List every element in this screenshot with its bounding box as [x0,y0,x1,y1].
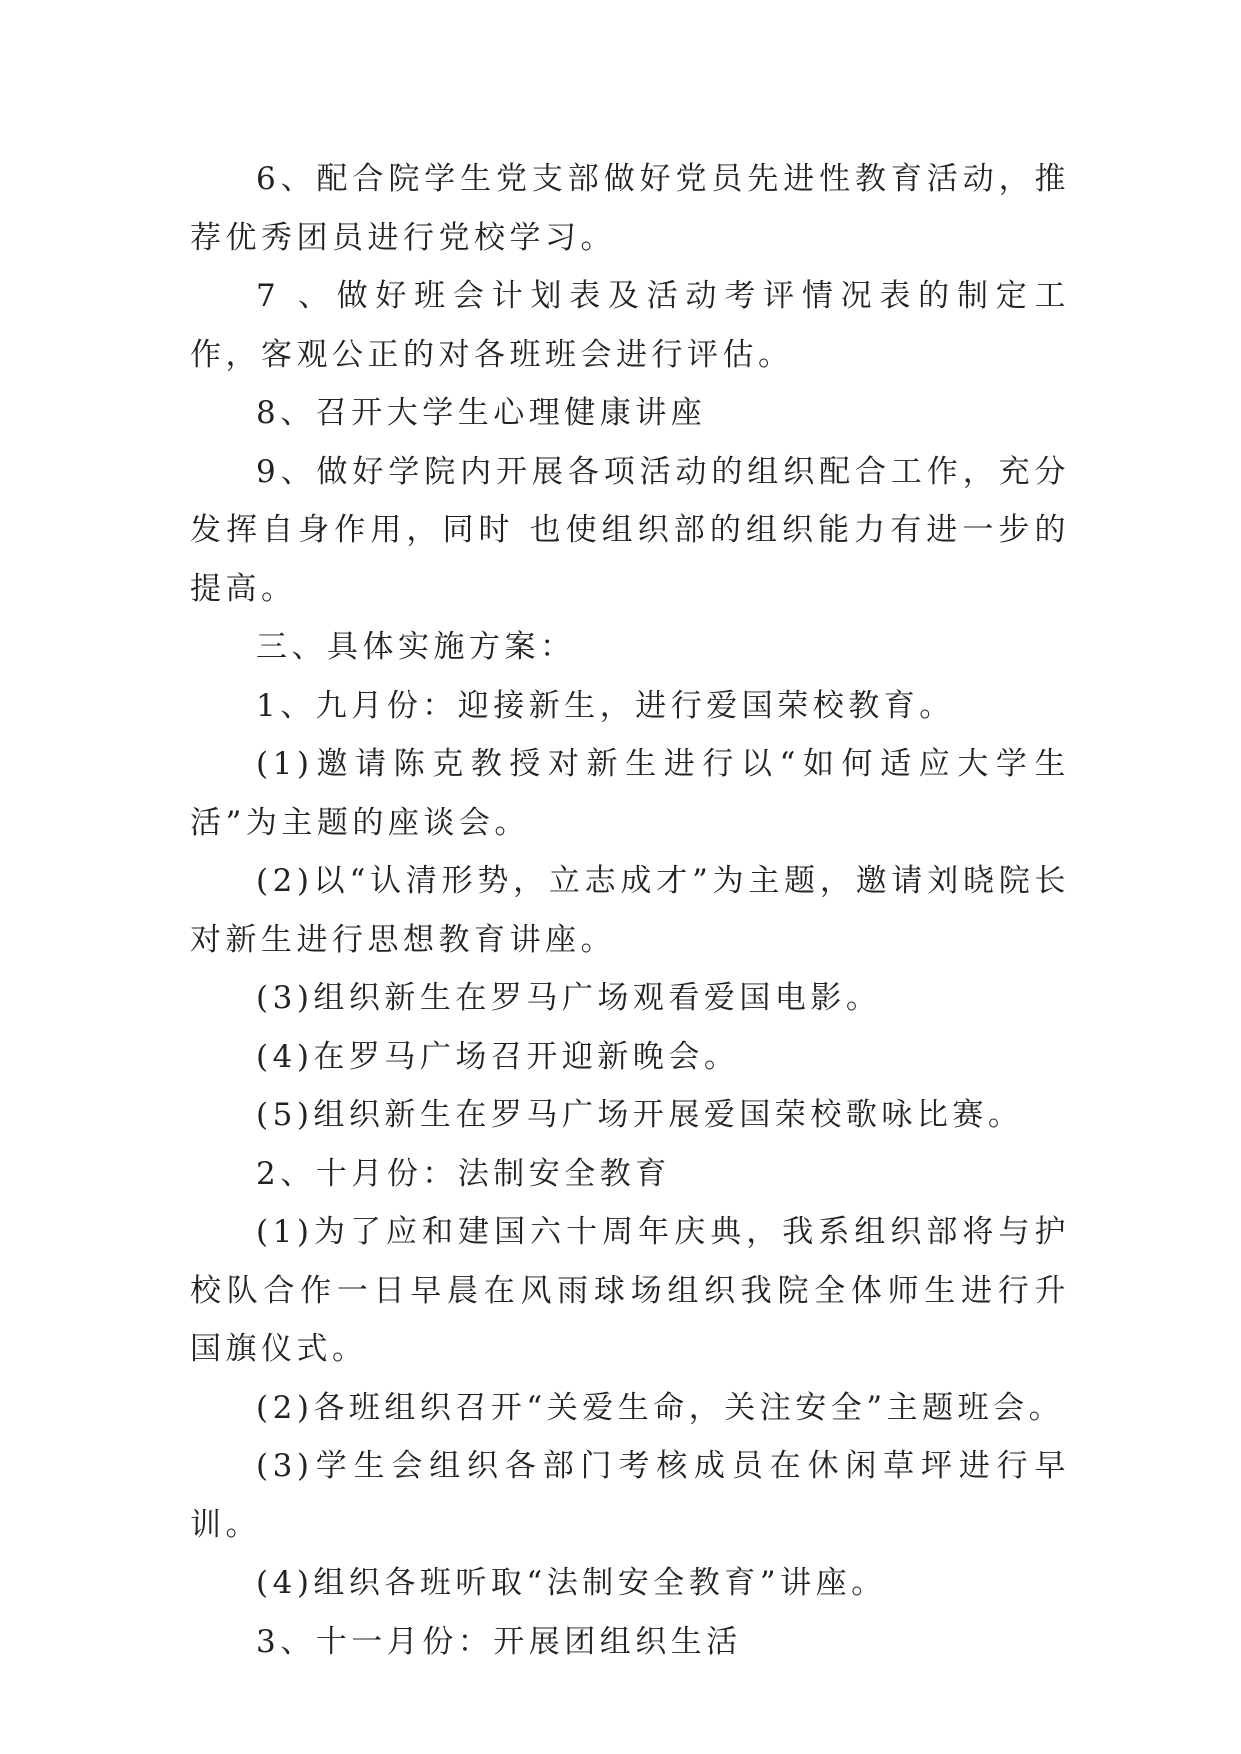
september-item-5: (5)组织新生在罗马广场开展爱国荣校歌咏比赛。 [256,1097,1024,1133]
paragraph-item-9: 9、做好学院内开展各项活动的组织配合工作，充分发挥自身作用，同时 也使组织部的组织能力有进一步的提高。 [190,453,1070,607]
month-heading-november: 3、十一月份：开展团组织生活 [256,1623,742,1660]
month-heading-october: 2、十月份：法制安全教育 [256,1155,671,1192]
paragraph-item-6: 6、配合院学生党支部做好党员先进性教育活动，推荐优秀团员进行党校学习。 [190,161,1070,256]
paragraph-item-7: 7 、做好班会计划表及活动考评情况表的制定工作，客观公正的对各班班会进行评估。 [190,278,1070,373]
october-item-4: (4)组织各班听取“法制安全教育”讲座。 [256,1565,887,1601]
section-heading-implementation: 三、具体实施方案： [256,629,576,665]
september-item-3: (3)组织新生在罗马广场观看爱国电影。 [256,980,882,1016]
month-heading-september: 1、九月份：迎接新生，进行爱国荣校教育。 [256,687,955,724]
october-item-2: (2)各班组织召开“关爱生命，关注安全”主题班会。 [256,1389,1065,1426]
paragraph-item-8: 8、召开大学生心理健康讲座 [256,395,707,431]
september-item-4: (4)在罗马广场召开迎新晚会。 [256,1038,740,1075]
october-item-1: (1)为了应和建国六十周年庆典，我系组织部将与护校队合作一日早晨在风雨球场组织我院全体师生进行升国旗仪式。 [190,1214,1070,1367]
document-page [190,150,1070,1671]
september-item-1: (1)邀请陈克教授对新生进行以“如何适应大学生活”为主题的座谈会。 [190,746,1070,841]
september-item-2: (2)以“认清形势，立志成才”为主题，邀请刘晓院长对新生进行思想教育讲座。 [190,863,1070,958]
october-item-3: (3)学生会组织各部门考核成员在休闲草坪进行早训。 [190,1448,1070,1543]
